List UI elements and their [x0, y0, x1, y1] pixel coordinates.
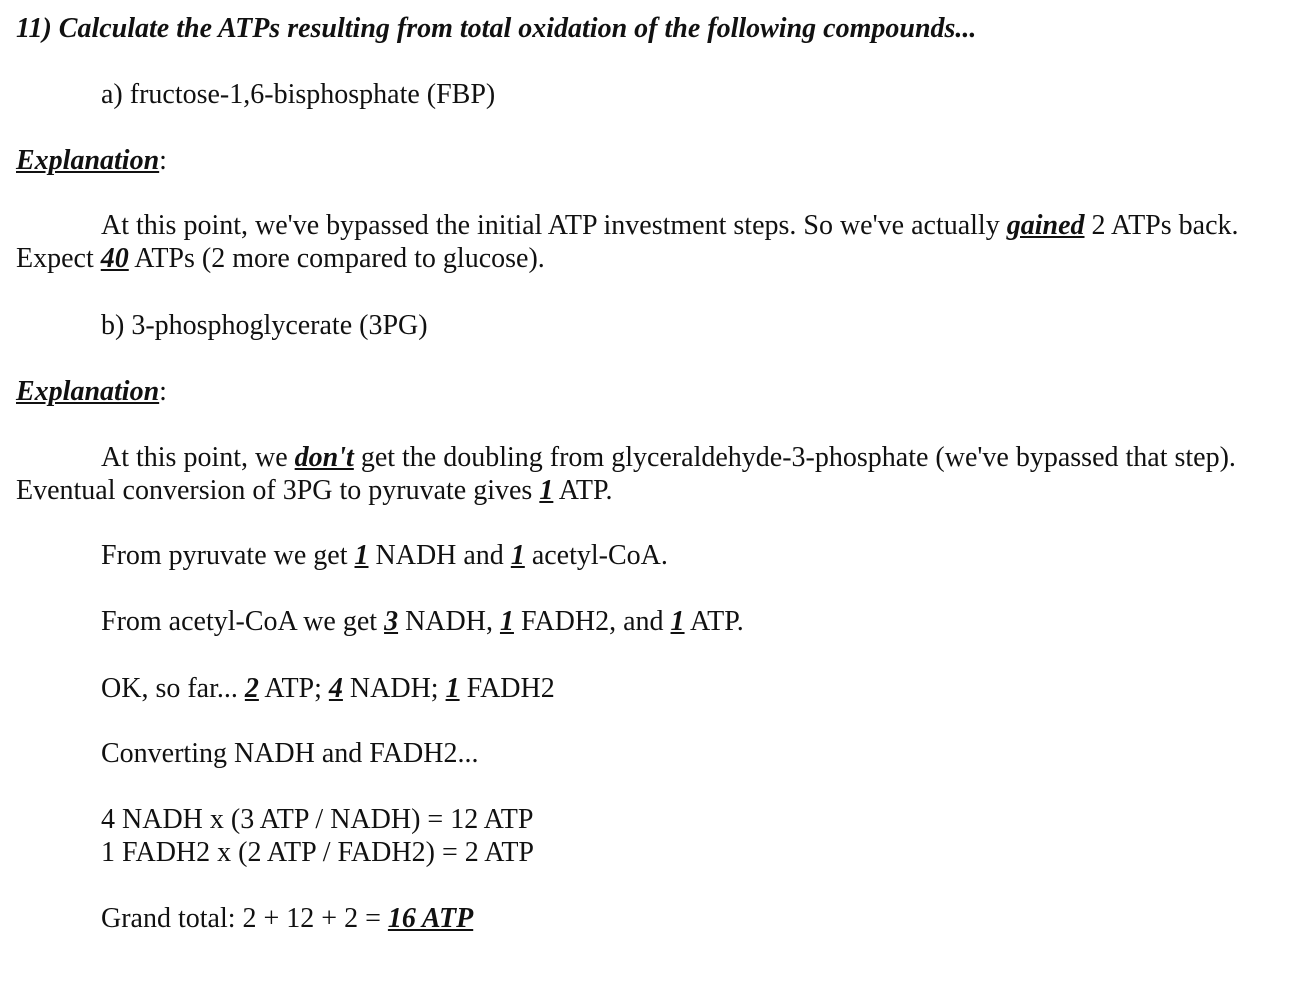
emphasis: 1: [354, 540, 369, 571]
text: FADH2: [459, 673, 555, 704]
converting-line: Converting NADH and FADH2...: [101, 738, 479, 769]
text: acetyl-CoA.: [524, 540, 668, 571]
text: NADH,: [398, 606, 500, 637]
emphasis: 3: [384, 606, 399, 637]
emphasis: don't: [294, 442, 354, 473]
explanation-label: Explanation: [16, 376, 160, 407]
text: OK, so far...: [101, 673, 245, 704]
text: ATP.: [684, 606, 744, 637]
text: 2 ATPs back.: [1084, 210, 1239, 241]
emphasis: 1: [539, 475, 554, 506]
text: get the doubling from glyceraldehyde-3-phosphate (we've bypassed that step).: [353, 442, 1236, 473]
emphasis: gained: [1006, 210, 1085, 241]
part-b-para-line1: [101, 441, 1236, 474]
question-title: 11) Calculate the ATPs resulting from total oxidation of the following compounds...: [16, 13, 977, 44]
emphasis: 4: [328, 673, 343, 704]
explanation-colon: :: [159, 145, 167, 176]
text: ATP;: [258, 673, 329, 704]
part-a-prompt: a) fructose-1,6-bisphosphate (FBP): [101, 79, 496, 110]
text: From acetyl-CoA we get: [101, 606, 385, 637]
text: At this point, we: [101, 442, 295, 473]
explanation-label: Explanation: [16, 145, 160, 176]
emphasis: 40: [100, 243, 129, 274]
text: From pyruvate we get: [101, 540, 355, 571]
text: NADH and: [368, 540, 511, 571]
text: Eventual conversion of 3PG to pyruvate gives: [16, 475, 540, 506]
text: NADH;: [342, 673, 446, 704]
part-a-explanation-heading: [16, 144, 167, 177]
emphasis: 1: [670, 606, 685, 637]
fadh2-calculation: 1 FADH2 x (2 ATP / FADH2) = 2 ATP: [101, 837, 534, 868]
grand-total-value: 16 ATP: [387, 903, 474, 934]
text: ATPs (2 more compared to glucose).: [128, 243, 545, 274]
emphasis: 2: [244, 673, 259, 704]
text: ATP.: [553, 475, 613, 506]
emphasis: 1: [499, 606, 514, 637]
part-b-prompt: b) 3-phosphoglycerate (3PG): [101, 310, 428, 341]
text: At this point, we've bypassed the initial ATP investment steps. So we've actually: [101, 210, 1007, 241]
part-a-para-line2: [16, 242, 545, 275]
grand-total-line: [101, 902, 473, 935]
part-b-para-line2: [16, 474, 613, 507]
pyruvate-line: [101, 539, 668, 572]
emphasis: 1: [445, 673, 460, 704]
text: Grand total: 2 + 12 + 2 =: [101, 903, 388, 934]
emphasis: 1: [510, 540, 525, 571]
part-a-para-line1: [101, 209, 1239, 242]
nadh-calculation: 4 NADH x (3 ATP / NADH) = 12 ATP: [101, 804, 534, 835]
part-b-explanation-heading: [16, 375, 167, 408]
so-far-line: [101, 672, 555, 705]
text: Expect: [16, 243, 101, 274]
text: FADH2, and: [513, 606, 671, 637]
acetyl-coa-line: [101, 605, 744, 638]
explanation-colon: :: [159, 376, 167, 407]
